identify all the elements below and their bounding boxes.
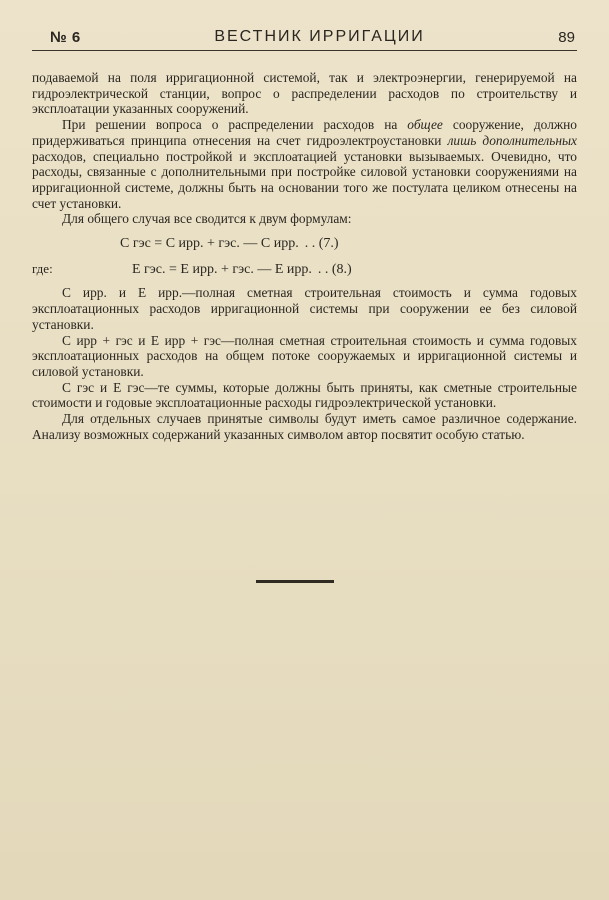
formula-7-number: . . (7.) (304, 236, 339, 252)
page-number: 89 (558, 29, 575, 46)
paragraph-7: Для отдельных случаев принятые символы будут иметь самое различное содержание. Анализу возможных содержаний указанных символом автор посвятит особую статью. (32, 411, 577, 442)
paragraph-5: С ирр + гэс и Е ирр + гэс—полная сметная строительная стоимость и сумма годовых эксплоатационных расходов на общем потоке сооружаемых и ирригационной системы и силовой установки. (32, 332, 577, 379)
paragraph-2-part-c: сооружение, должно придерживаться принципа отнесения на счет гидроэлектроустановки (32, 117, 577, 148)
formula-8 (32, 261, 577, 278)
paragraph-4: С ирр. и Е ирр.—полная сметная строительная стоимость и сумма годовых эксплоатационных расходов ирригационной системы при сооружении ее без силовой установки. (32, 285, 577, 332)
formula-8-expression: Е гэс. = Е ирр. + гэс. — Е ирр. (132, 261, 312, 277)
formula-7 (32, 236, 577, 252)
journal-title: ВЕСТНИК ИРРИГАЦИИ (214, 28, 425, 45)
paragraph-2-part-a: При решении вопроса о распределении расходов на (62, 117, 408, 133)
paragraph-6: С гэс и Е гэс—те суммы, которые должны быть приняты, как сметные строительные стоимости и годовые эксплоатационные расходы гидроэлектрической установки. (32, 379, 577, 411)
running-header (32, 24, 577, 51)
formula-8-number: . . (8.) (317, 261, 352, 277)
emphasis-general: общее (407, 117, 443, 133)
end-rule (256, 580, 334, 583)
paragraph-2 (32, 117, 577, 211)
formula-7-expression: С гэс = С ирр. + гэс. — С ирр. (120, 236, 299, 252)
paragraph-1: подаваемой на поля ирригационной системой, так и электроэнергии, генерируемой на гидроэлектрической станции, вопрос о распределении расходов по строительству и эксплоатации указанных сооружений. (32, 70, 577, 117)
formula-lead-word: где: (32, 260, 53, 276)
emphasis-additional: лишь дополнительных (447, 132, 577, 148)
issue-number: № 6 (50, 29, 81, 46)
paragraph-2-part-e: расходов, специально постройкой и эксплоатацией установки вызываемых. Очевидно, что расходы, связанные с дополнительными при постройке силовой установки сооружениями на ирригационной системе, должны быть на основании того же постулата целиком отнесены на счет установки. (32, 148, 577, 211)
paragraph-3: Для общего случая все сводится к двум формулам: (62, 211, 352, 227)
article-body (32, 70, 577, 442)
